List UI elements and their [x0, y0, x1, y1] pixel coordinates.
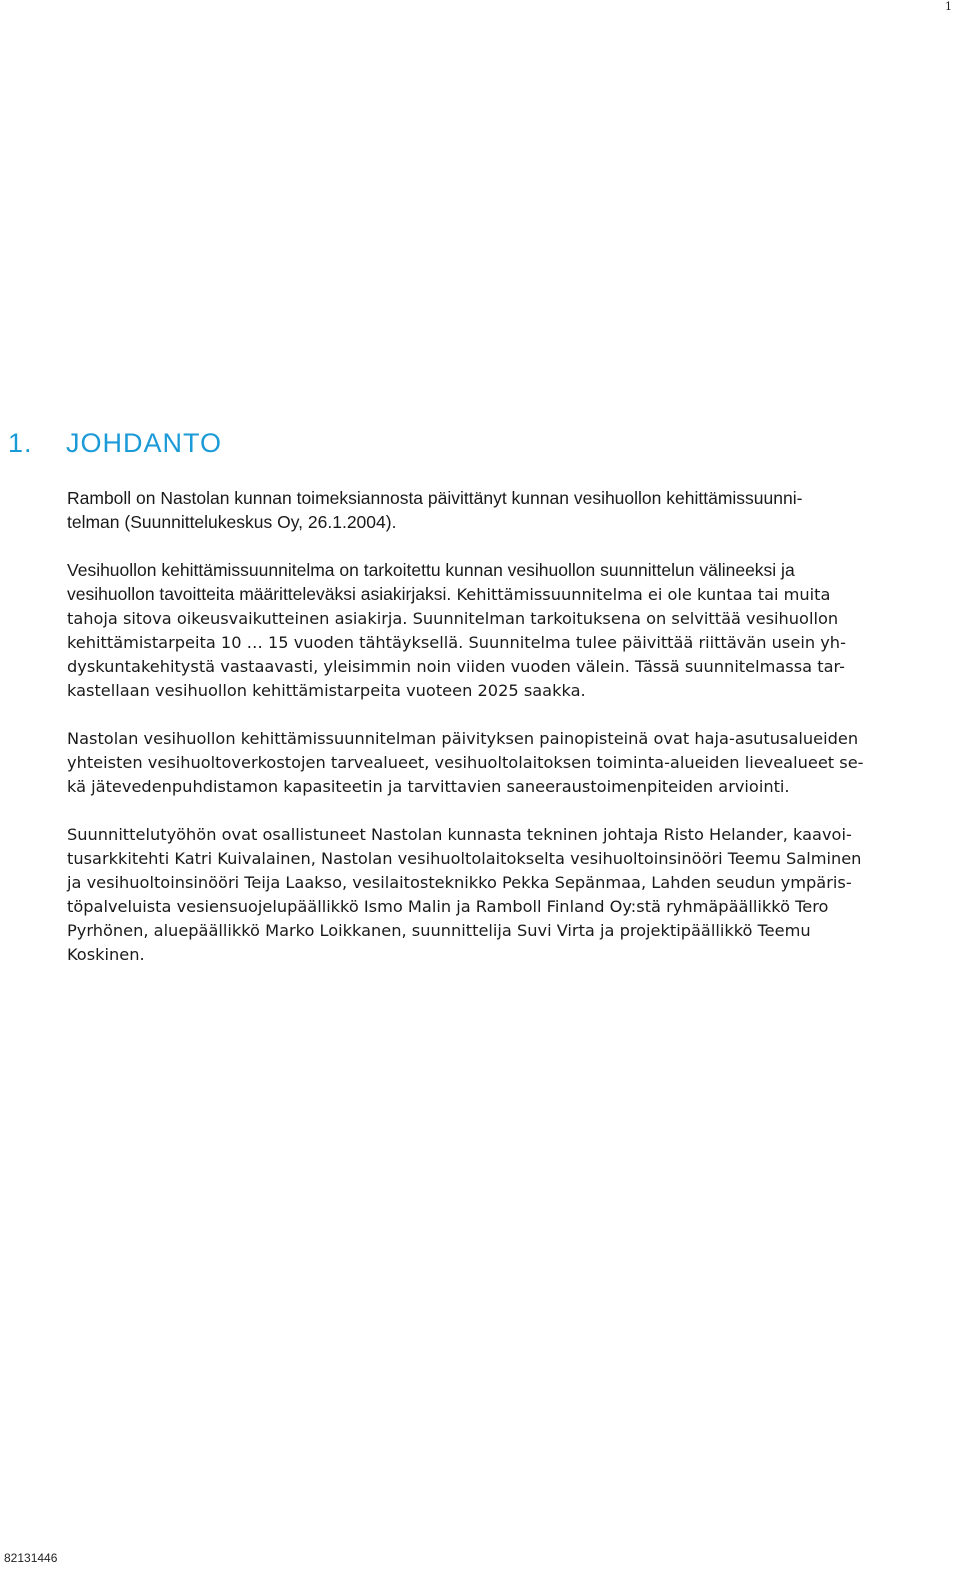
text-line-mixed	[67, 582, 957, 607]
body-text	[67, 486, 957, 991]
text-line: ja vesihuoltoinsinööri Teija Laakso, vesilaitosteknikko Pekka Sepänmaa, Lahden seudun ympäris-	[67, 873, 852, 892]
text-line: tusarkkitehti Katri Kuivalainen, Nastolan vesihuoltolaitokselta vesihuoltoinsinööri Teemu Salminen	[67, 849, 862, 868]
document-code: 82131446	[4, 1551, 58, 1565]
text-line: Ramboll on Nastolan kunnan toimeksiannosta päivittänyt kunnan vesihuollon kehittämissuunni-	[67, 488, 803, 508]
text-line: kehittämistarpeita 10 … 15 vuoden tähtäyksellä. Suunnitelma tulee päivittää riittävän usein yh-	[67, 633, 846, 652]
text-line: Nastolan vesihuollon kehittämissuunnitelman päivityksen painopisteinä ovat haja-asutusalueiden	[67, 729, 859, 748]
text-line: Koskinen.	[67, 945, 145, 964]
text-line: töpalveluista vesiensuojelupäällikkö Ismo Malin ja Ramboll Finland Oy:stä ryhmäpäällikkö Tero	[67, 897, 829, 916]
text-line: Suunnittelutyöhön ovat osallistuneet Nastolan kunnasta tekninen johtaja Risto Helander, kaavoi-	[67, 825, 852, 844]
text-line: dyskuntakehitystä vastaavasti, yleisimmin noin viiden vuoden välein. Tässä suunnitelmassa tar-	[67, 657, 845, 676]
text-line: Pyrhönen, aluepäällikkö Marko Loikkanen, suunnittelija Suvi Virta ja projektipäällikkö Teemu	[67, 921, 811, 940]
paragraph-participants	[67, 823, 957, 967]
paragraph-purpose	[67, 558, 957, 703]
section-title: JOHDANTO	[66, 428, 223, 458]
paragraph-intro	[67, 486, 957, 534]
text-line: kastellaan vesihuollon kehittämistarpeita vuoteen 2025 saakka.	[67, 681, 586, 700]
text-line: Vesihuollon kehittämissuunnitelma on tarkoitettu kunnan vesihuollon suunnittelun välineeksi ja	[67, 560, 795, 580]
text-line: kä jätevedenpuhdistamon kapasiteetin ja tarvittavien saneeraustoimenpiteiden arviointi.	[67, 777, 790, 796]
section-number: 1.	[8, 428, 33, 458]
text-line: telman (Suunnittelukeskus Oy, 26.1.2004).	[67, 512, 397, 532]
section-heading	[8, 428, 222, 459]
page-number: 1	[945, 0, 952, 13]
text-segment: Kehittämissuunnitelma ei ole kuntaa tai muita	[456, 585, 831, 604]
paragraph-focus	[67, 727, 957, 799]
text-segment: vesihuollon tavoitteita määritteleväksi asiakirjaksi.	[67, 584, 452, 604]
text-line: tahoja sitova oikeusvaikutteinen asiakirja. Suunnitelman tarkoituksena on selvittää vesihuollon	[67, 609, 839, 628]
text-line: yhteisten vesihuoltoverkostojen tarvealueet, vesihuoltolaitoksen toiminta-alueiden lievealueet se-	[67, 753, 864, 772]
